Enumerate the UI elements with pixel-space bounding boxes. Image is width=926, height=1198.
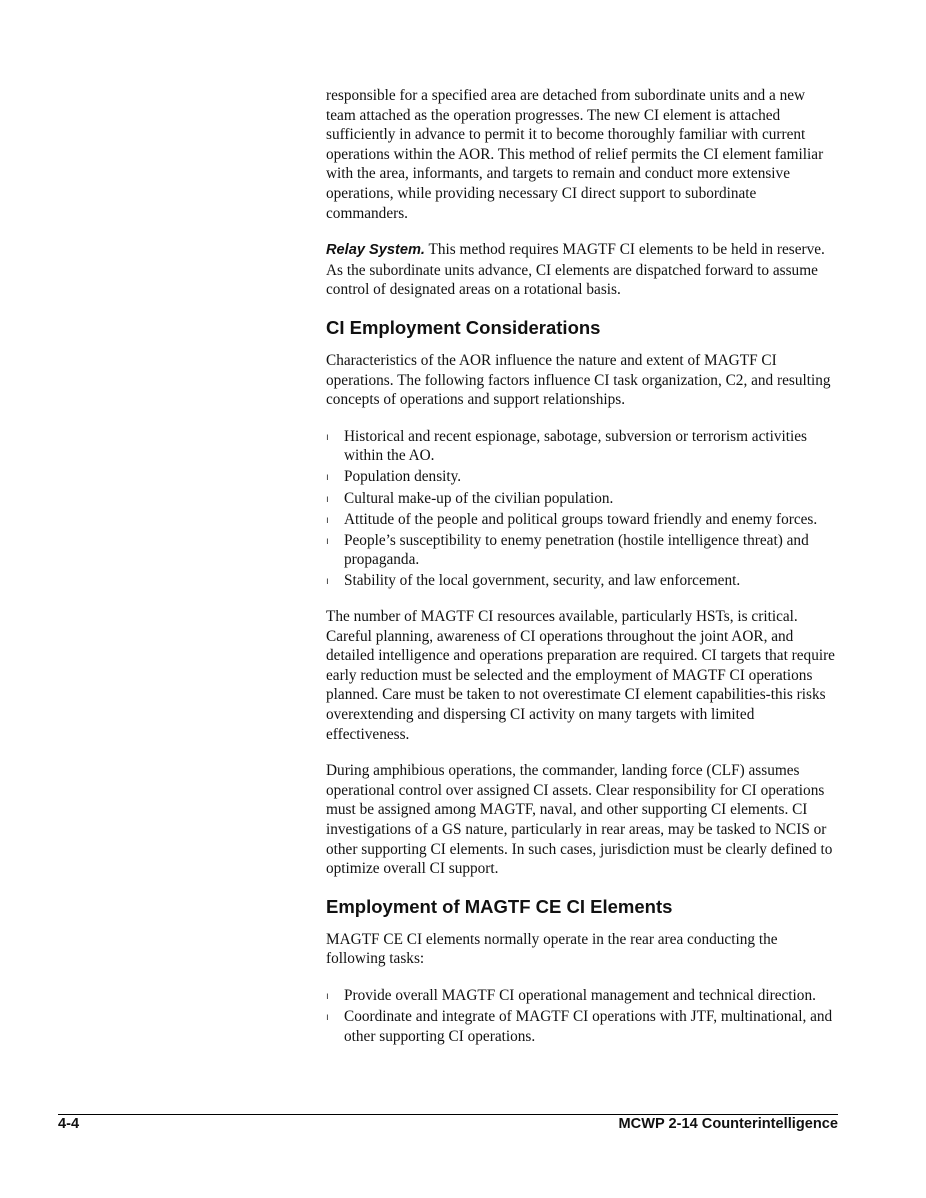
list-item-text: Stability of the local government, security, and law enforcement. — [344, 572, 741, 590]
list-item — [326, 571, 836, 591]
page-body — [326, 86, 836, 1062]
page-number: 4-4 — [58, 1116, 80, 1132]
page-footer — [58, 1116, 838, 1132]
list-item-text: Historical and recent espionage, sabotage, subversion or terrorism activities within the AO. — [344, 427, 808, 465]
intro-paragraph: responsible for a specified area are detached from subordinate units and a new team attached as the operation progresses. The new CI element is attached sufficiently in advance to permit it to become thoroughly familiar with current operations within the AOR. This method of relief permits the CI element familiar with the area, informants, and targets to remain and conduct more extensive operations, while providing necessary CI direct support to subordinate commanders. — [326, 87, 824, 222]
list-item — [326, 467, 836, 487]
list-item — [326, 510, 836, 530]
list-item-text: People’s susceptibility to enemy penetration (hostile intelligence threat) and propaganda. — [344, 531, 809, 569]
bullet-icon: ı — [326, 576, 329, 588]
list-item — [326, 427, 836, 466]
ci-resources-paragraph: The number of MAGTF CI resources available, particularly HSTs, is critical. Careful planning, awareness of CI operations throughout the joint AOR, and detailed intelligence and operations preparation are required. CI targets that require early reduction must be selected and the employment of MAGTF CI operations planned. Care must be taken to not overestimate CI element capabilities-this risks overextending and dispersing CI activity on many targets with limited effectiveness. — [326, 607, 835, 743]
list-item — [326, 531, 836, 570]
bullet-icon: ı — [326, 472, 329, 484]
section2-intro: MAGTF CE CI elements normally operate in the rear area conducting the following tasks: — [326, 930, 778, 968]
footer-divider — [58, 1114, 838, 1115]
bullet-icon: ı — [326, 535, 329, 547]
relay-system-text: This method requires MAGTF CI elements to be held in reserve. As the subordinate units advance, CI elements are dispatched forward to assume control of designated areas on a rotational basis. — [326, 241, 825, 299]
amphibious-operations-paragraph: During amphibious operations, the commander, landing force (CLF) assumes operational control over assigned CI assets. Clear responsibility for CI operations must be assigned among MAGTF, naval, and other supporting CI elements. CI investigations of a GS nature, particularly in rear areas, may be tasked to NCIS or other supporting CI elements. In such cases, jurisdiction must be clearly defined to optimize overall CI support. — [326, 762, 833, 878]
bullet-icon: ı — [326, 431, 329, 443]
publication-title: MCWP 2-14 Counterintelligence — [618, 1116, 838, 1132]
list-item-text: Cultural make-up of the civilian population. — [344, 489, 614, 507]
list-item — [326, 986, 836, 1006]
bullet-icon: ı — [326, 493, 329, 505]
factors-list — [326, 427, 836, 591]
list-item-text: Coordinate and integrate of MAGTF CI operations with JTF, multinational, and other supporting CI operations. — [344, 1007, 833, 1045]
relay-system-lead: Relay System. — [326, 242, 425, 259]
bullet-icon: ı — [326, 990, 329, 1002]
list-item — [326, 489, 836, 509]
section-heading-ci-employment: CI Employment Considerations — [326, 316, 601, 338]
section1-intro: Characteristics of the AOR influence the nature and extent of MAGTF CI operations. The following factors influence CI task organization, C2, and resulting concepts of operations and support relationships. — [326, 351, 831, 409]
list-item-text: Population density. — [344, 468, 462, 486]
relay-system-paragraph — [326, 240, 836, 300]
list-item — [326, 1007, 836, 1046]
tasks-list — [326, 986, 836, 1046]
list-item-text: Provide overall MAGTF CI operational management and technical direction. — [344, 986, 816, 1004]
list-item-text: Attitude of the people and political groups toward friendly and enemy forces. — [344, 510, 818, 528]
section-heading-ce-ci-elements: Employment of MAGTF CE CI Elements — [326, 895, 673, 917]
bullet-icon: ı — [326, 1011, 329, 1023]
bullet-icon: ı — [326, 514, 329, 526]
